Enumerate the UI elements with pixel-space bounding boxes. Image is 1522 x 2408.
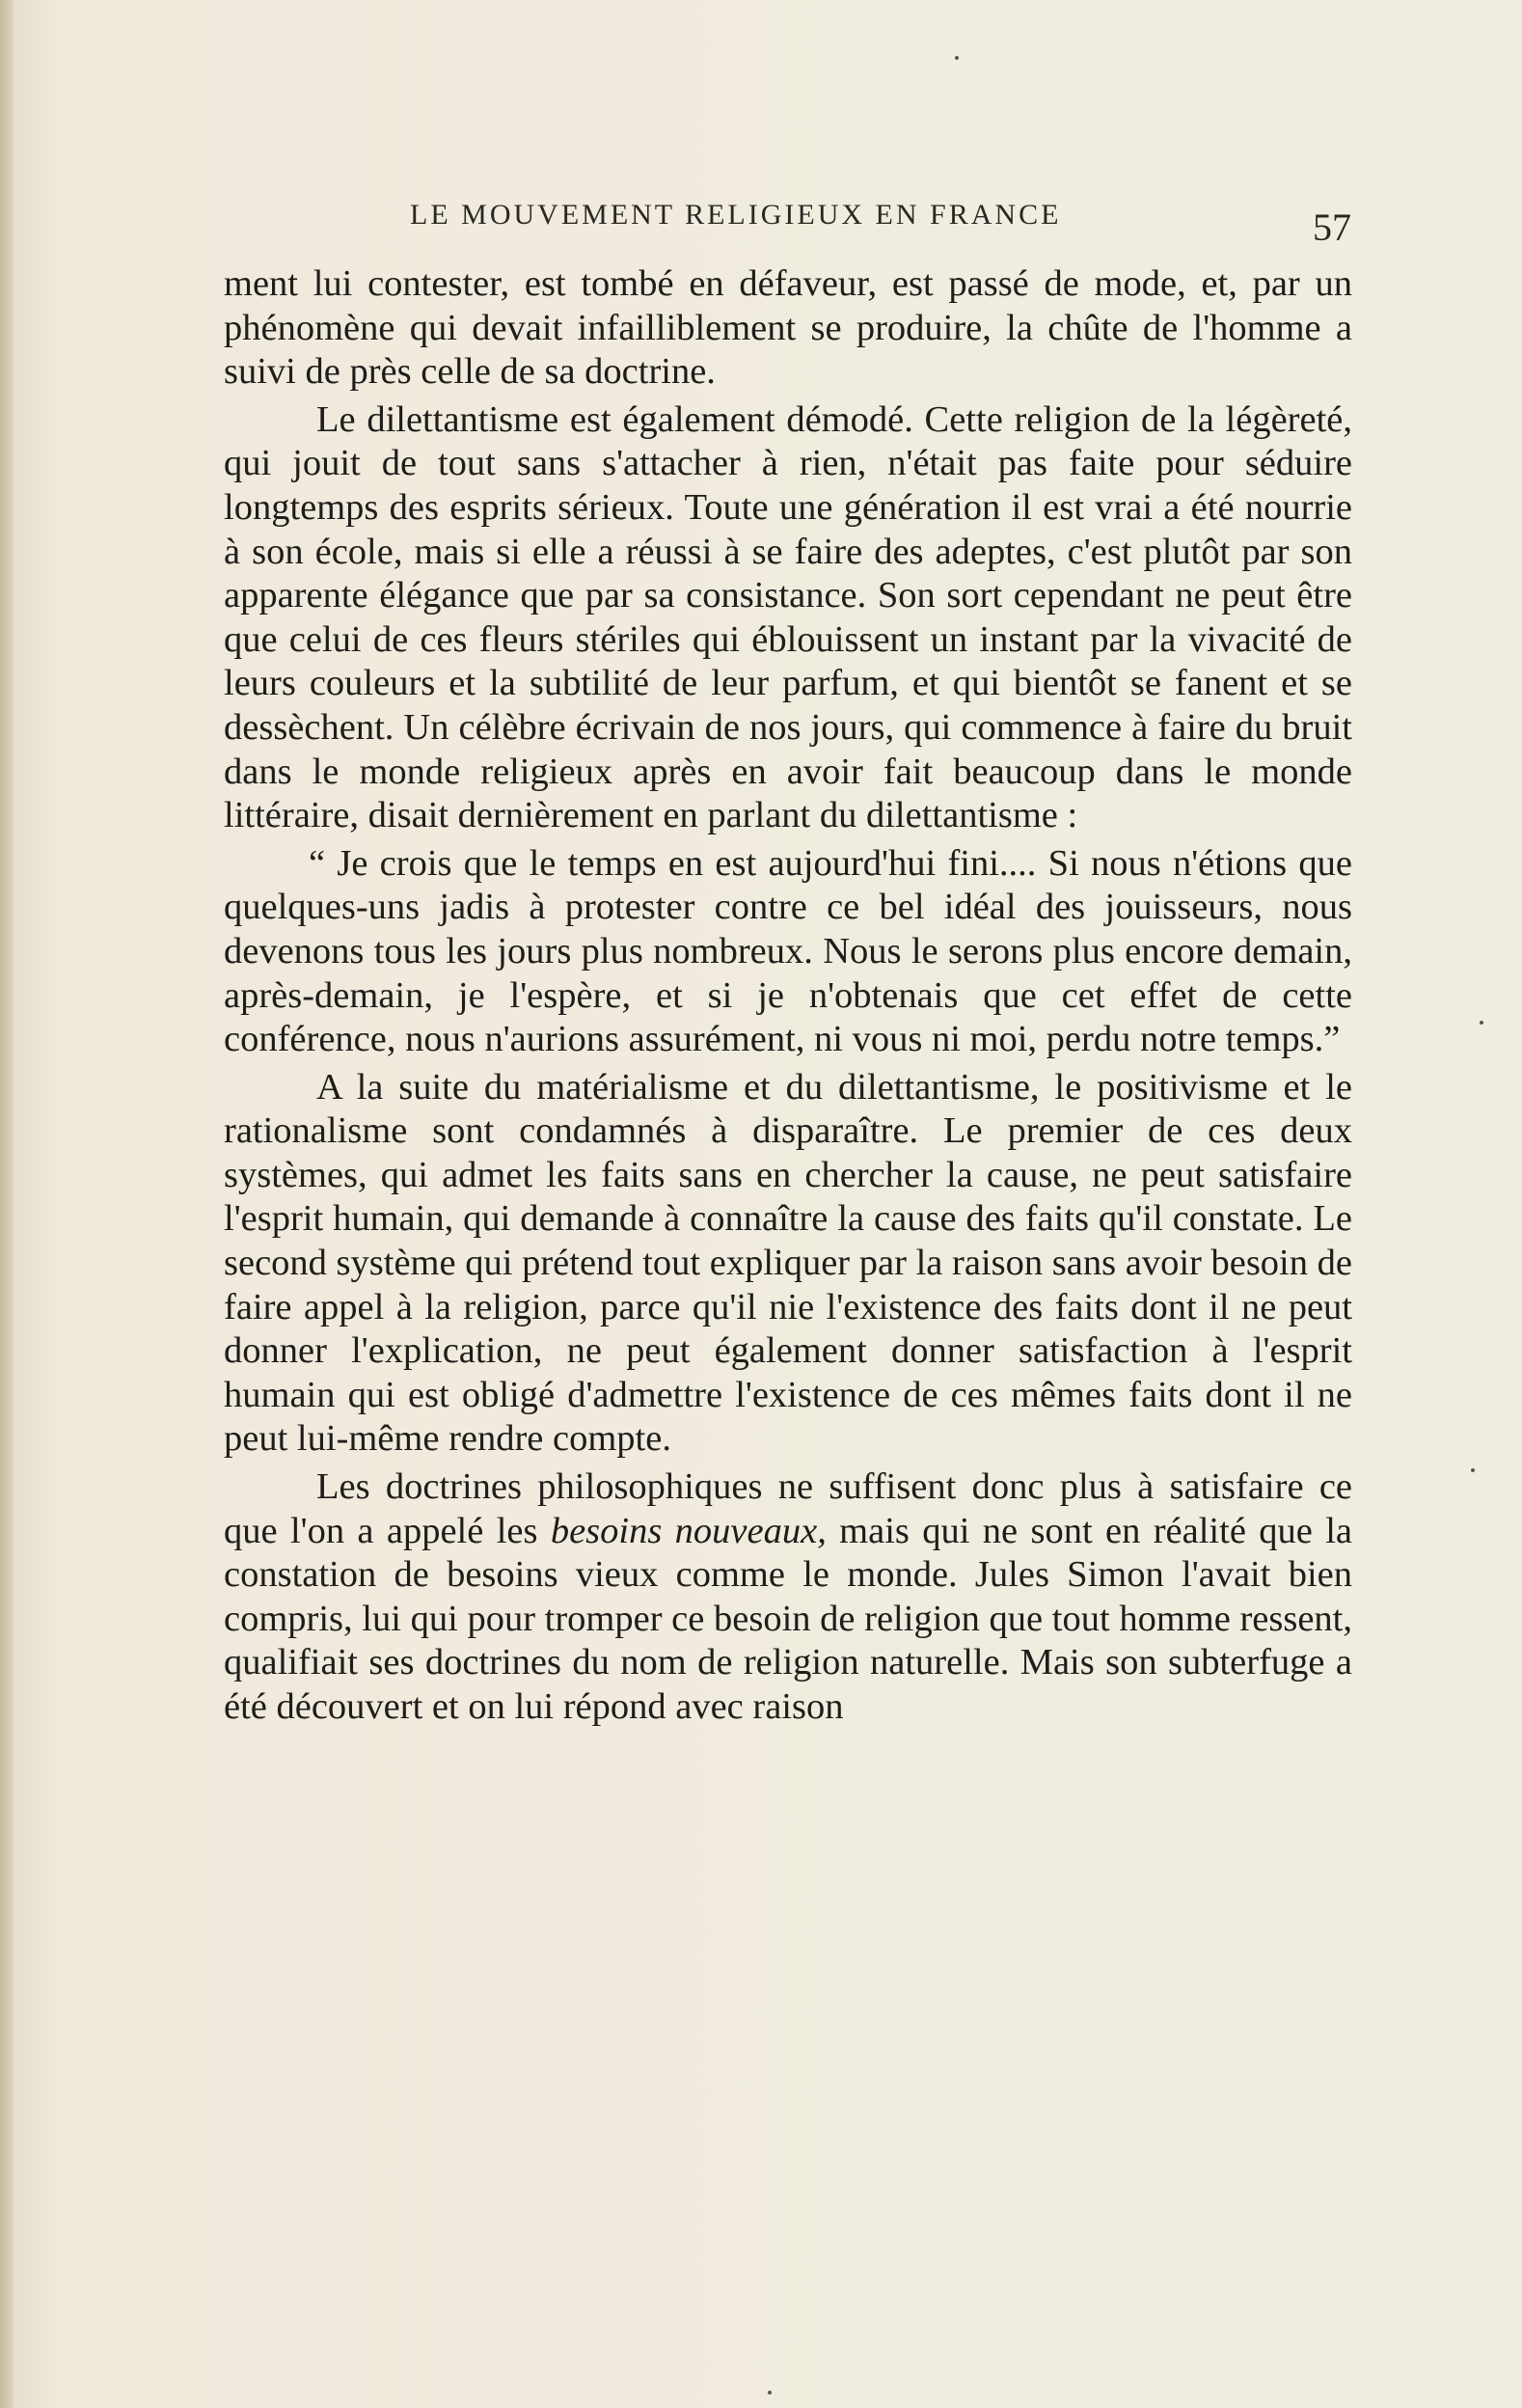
paragraph-5 <box>224 1465 1352 1730</box>
paper-speck <box>1480 1021 1483 1025</box>
paper-speck <box>1471 1468 1475 1472</box>
paper-speck <box>768 2391 772 2394</box>
running-head-title: LE MOUVEMENT RELIGIEUX EN FRANCE <box>410 199 1062 231</box>
body-text <box>224 262 1352 1732</box>
paper-speck <box>955 56 959 60</box>
page-number: 57 <box>1313 205 1351 249</box>
paragraph-5-italic: besoins nouveaux, <box>550 1510 827 1551</box>
page-spine-shadow <box>0 0 14 2408</box>
paragraph-5-start: Les doctrines philosophiques ne suffisent donc plus à satisfaire ce que l'on a appelé les <box>224 1466 1352 1551</box>
paragraph-5-end: mais qui ne sont en réalité que la constation de besoins vieux comme le monde. Jules Simon l'avait bien compris, lui qui pour tromper ce besoin de religion que tout homme ressent, qualifiait ses doctrines du nom de religion naturelle. Mais son subterfuge a été découvert et on lui répond avec raison <box>224 1510 1352 1727</box>
paragraph-4: A la suite du matérialisme et du dilettantisme, le positivisme et le rationalisme sont condamnés à disparaître. Le premier de ces deux systèmes, qui admet les faits sans en chercher la cause, ne peut satisfaire l'esprit humain, qui demande à connaître la cause des faits qu'il constate. Le second système qui prétend tout expliquer par la raison sans avoir besoin de faire appel à la religion, parce qu'il nie l'existence des faits dont il ne peut donner l'explication, ne peut également donner satisfaction à l'esprit humain qui est obligé d'admettre l'existence de ces mêmes faits dont il ne peut lui-même rendre compte. <box>224 1066 1352 1460</box>
paragraph-1: ment lui contester, est tombé en défaveur, est passé de mode, et, par un phénomène qui devait infailliblement se produire, la chûte de l'homme a suivi de près celle de sa doctrine. <box>224 263 1352 393</box>
quotation-paragraph: “ Je crois que le temps en est aujourd'hui fini.... Si nous n'étions que quelques-uns jadis à protester contre ce bel idéal des jouisseurs, nous devenons tous les jours plus nombreux. Nous le serons plus encore demain, après-demain, je l'espère, et si je n'obtenais que cet effet de cette conférence, nous n'aurions assurément, ni vous ni moi, perdu notre temps.” <box>224 842 1352 1060</box>
paragraph-2: Le dilettantisme est également démodé. Cette religion de la légèreté, qui jouit de tout sans s'attacher à rien, n'était pas faite pour séduire longtemps des esprits sérieux. Toute une génération il est vrai a été nourrie à son école, mais si elle a réussi à se faire des adeptes, c'est plutôt par son apparente élégance que par sa consistance. Son sort cependant ne peut être que celui de ces fleurs stériles qui éblouissent un instant par la vivacité de leurs couleurs et la subtilité de leur parfum, et qui bientôt se fanent et se dessèchent. Un célèbre écrivain de nos jours, qui commence à faire du bruit dans le monde religieux après en avoir fait beaucoup dans le monde littéraire, disait dernièrement en parlant du dilettantisme : <box>224 398 1352 836</box>
